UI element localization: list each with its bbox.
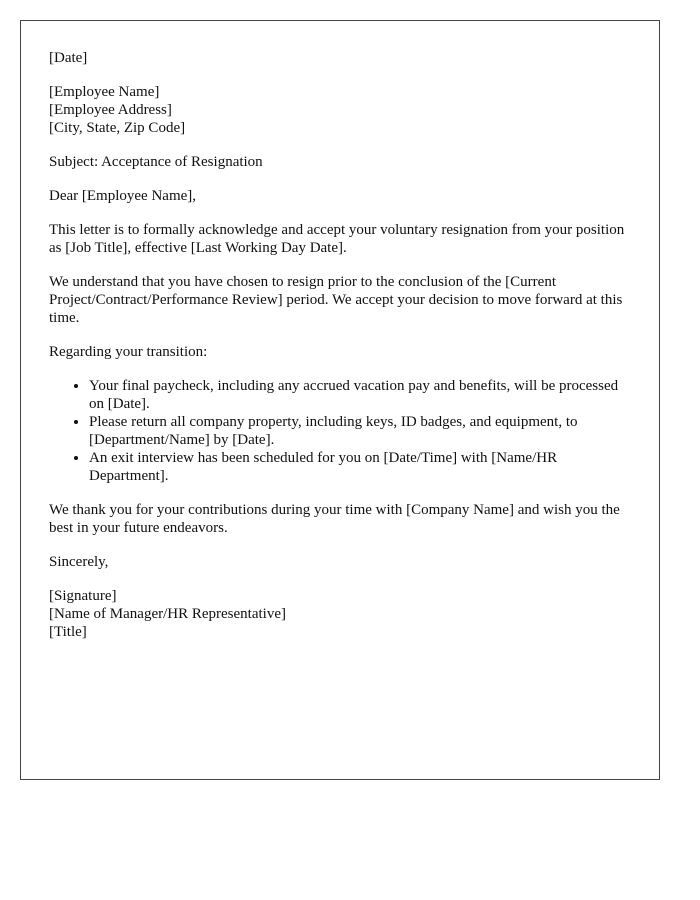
signature-placeholder: [Signature] bbox=[49, 588, 117, 604]
sign-off: Sincerely, bbox=[49, 554, 109, 570]
subject-line: Subject: Acceptance of Resignation bbox=[49, 154, 263, 170]
transition-list bbox=[49, 377, 631, 485]
signature-block bbox=[49, 587, 631, 641]
recipient-name: [Employee Name] bbox=[49, 84, 160, 100]
body-paragraph-acknowledge: This letter is to formally acknowledge and accept your voluntary resignation from your position as [Job Title], effective [Last Working Day Date]. bbox=[49, 222, 625, 256]
letter-page bbox=[20, 20, 660, 780]
list-item: • Your final paycheck, including any accrued vacation pay and benefits, will be processed on [Date]. bbox=[89, 377, 631, 413]
signer-title: [Title] bbox=[49, 624, 87, 640]
list-item: • Please return all company property, including keys, ID badges, and equipment, to [Department/Name] by [Date]. bbox=[89, 413, 631, 449]
date-line: [Date] bbox=[49, 50, 88, 66]
closing-paragraph: We thank you for your contributions during your time with [Company Name] and wish you the best in your future endeavors. bbox=[49, 502, 620, 536]
signer-name: [Name of Manager/HR Representative] bbox=[49, 606, 286, 622]
recipient-address-block bbox=[49, 83, 631, 137]
body-paragraph-transition-intro: Regarding your transition: bbox=[49, 344, 208, 360]
salutation: Dear [Employee Name], bbox=[49, 188, 197, 204]
recipient-city-state-zip: [City, State, Zip Code] bbox=[49, 120, 186, 136]
list-item: • An exit interview has been scheduled for you on [Date/Time] with [Name/HR Department]. bbox=[89, 449, 631, 485]
recipient-address: [Employee Address] bbox=[49, 102, 172, 118]
body-paragraph-decision: We understand that you have chosen to resign prior to the conclusion of the [Current Project/Contract/Performance Review] period. We accept your decision to move forward at this time. bbox=[49, 274, 623, 326]
